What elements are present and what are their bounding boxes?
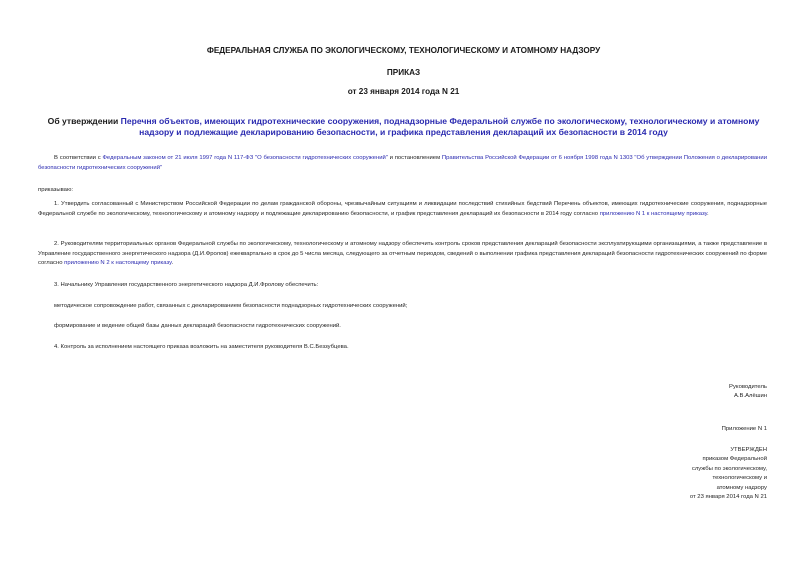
signature-block (729, 383, 767, 402)
intro-text-1: В соответствии с (54, 155, 103, 161)
order-title (40, 116, 767, 138)
approval-line: атомному надзору (716, 484, 767, 491)
intro-paragraph (38, 154, 767, 173)
appendix-label: Приложение N 1 (721, 426, 767, 432)
intro-text-2: и постановлением (387, 155, 442, 161)
federal-law-link[interactable]: Федеральным законом от 21 июля 1997 года N 117-ФЗ "О безопасности гидротехнических сооружений" (102, 155, 388, 161)
agency-heading: ФЕДЕРАЛЬНАЯ СЛУЖБА ПО ЭКОЛОГИЧЕСКОМУ, ТЕХНОЛОГИЧЕСКОМУ И АТОМНОМУ НАДЗОРУ (206, 46, 601, 55)
signature-name: А.В.Алёшин (733, 393, 767, 400)
approval-line: службы по экологическому, (691, 465, 767, 472)
title-link[interactable]: Перечня объектов, имеющих гидротехнические сооружения, поднадзорные Федеральной службе по экологическому, технологическому и атомному надзору и подлежащие декларированию безопасности, и графика представления деклараций их безопасности в 2014 году (120, 116, 760, 137)
item-3-paragraph: 3. Начальнику Управления государственного энергетического надзора Д.И.Фролову обеспечить: (54, 282, 319, 288)
appendix-2-link[interactable]: приложению N 2 к настоящему приказу (64, 260, 172, 266)
item-3a-paragraph: методическое сопровождение работ, связанных с декларированием безопасности поднадзорных гидротехнических сооружений; (54, 303, 408, 309)
signature-position: Руководитель (729, 384, 767, 390)
item-3b-paragraph: формирование и ведение общей базы данных деклараций безопасности гидротехнических сооружений. (54, 323, 341, 329)
government-decree-link[interactable]: Правительства Российской Федерации от 6 ноября 1998 года N 1303 "Об утверждении Положения о декларировании безопасности гидротехнических сооружений" (38, 155, 767, 171)
approval-line: приказом Федеральной (702, 456, 767, 463)
approval-line: от 23 января 2014 года N 21 (689, 494, 767, 501)
doc-type-heading: ПРИКАЗ (386, 68, 421, 77)
item-1-paragraph: 1. Утвердить согласованный с Министерством Российской Федерации по делам гражданской обороны, чрезвычайным ситуациям и ликвидации последствий стихийных бедствий Перечень объектов, имеющих гидротехнические сооружения, поднадзорные Федеральной службе по экологическому, технологическому и атомному надзору и подлежащие декларированию безопасности, и график представления деклараций их безопасности в 2014 году согласно приложению N 1 к настоящему приказу. (38, 201, 767, 217)
approval-block (690, 446, 767, 502)
item-1-text: 1. Утвердить согласованный с Министерством Российской Федерации по делам гражданской обороны, чрезвычайным ситуациям и ликвидации последствий стихийных бедствий Перечень объектов, имеющих гидротехнические сооружения, поднадзорные Федеральной службе по экологическому, технологическому и атомному надзору и подлежащие декларированию безопасности, и график представления деклараций их безопасности в 2014 году согласно (38, 201, 767, 217)
prikazyvayu-text: приказываю: (38, 187, 74, 193)
order-date-number: от 23 января 2014 года N 21 (347, 87, 460, 96)
item-2-paragraph: 2. Руководителям территориальных органов Федеральной службы по экологическому, технологическому и атомному надзору обеспечить контроль сроков представления деклараций безопасности эксплуатирующими организациями, а также представление в Управление государственного энергетического надзора (Д.И.Фролов) ежеквартально в срок до 5 числа месяца, следующего за отчетным периодом, сведений о выполнении графика представления деклараций безопасности гидротехнических сооружений по форме согласно приложению N 2 к настоящему приказу. (38, 241, 767, 266)
title-prefix: Об утверждении (47, 116, 121, 126)
item-2-text: 2. Руководителям территориальных органов Федеральной службы по экологическому, технологическому и атомному надзору обеспечить контроль сроков представления деклараций безопасности эксплуатирующими организациями, а также представление в Управление государственного энергетического надзора (Д.И.Фролов) ежеквартально в срок до 5 числа месяца, следующего за отчетным периодом, сведений о выполнении графика представления деклараций безопасности гидротехнических сооружений по форме согласно (38, 241, 767, 266)
appendix-1-link[interactable]: приложению N 1 к настоящему приказу (599, 210, 708, 217)
item-4-paragraph: 4. Контроль за исполнением настоящего приказа возложить на заместителя руководителя В.С.Беззубцева. (54, 344, 349, 350)
approved-label: УТВЕРЖДЕН (730, 447, 767, 453)
approval-line: технологическому и (712, 475, 767, 482)
